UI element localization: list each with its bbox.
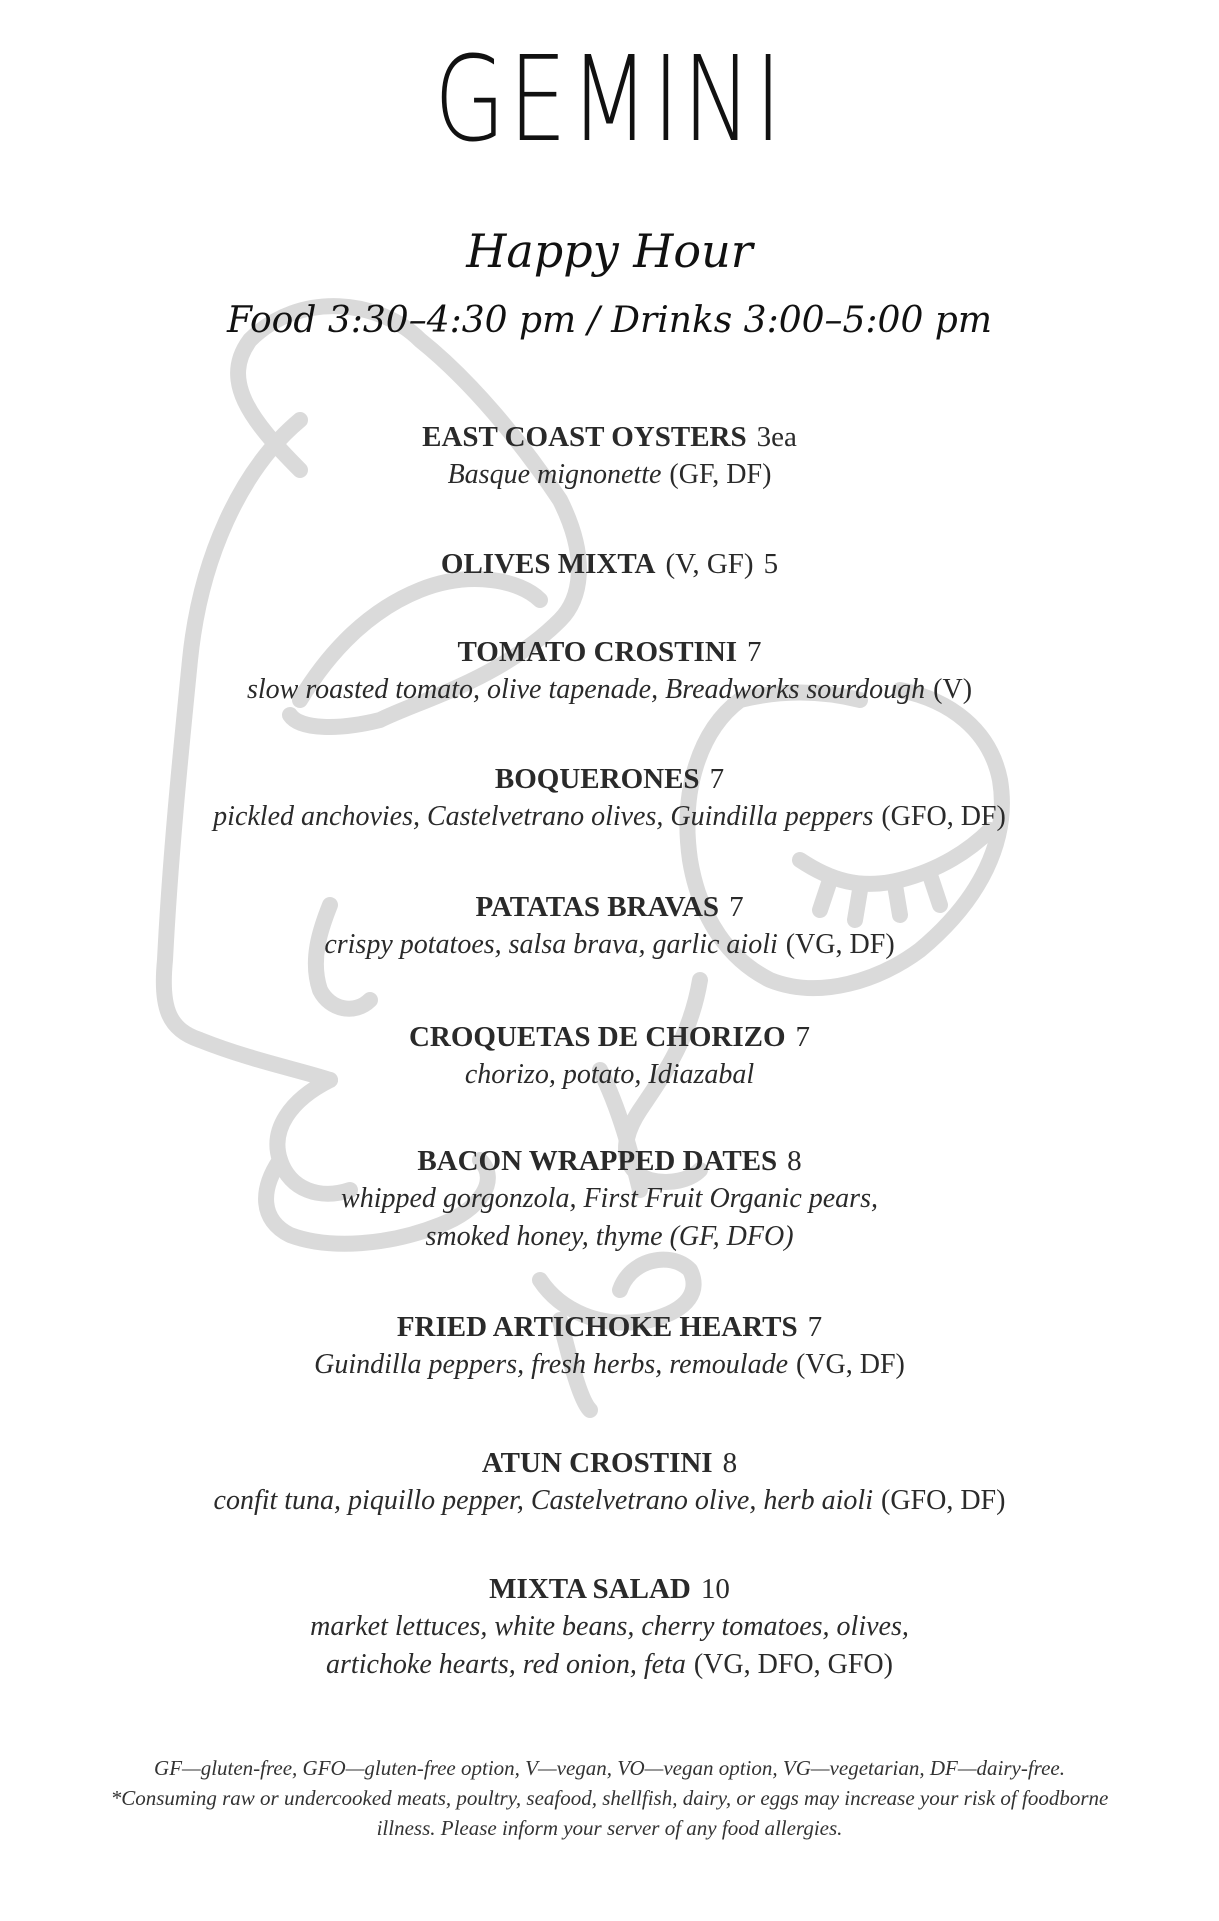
menu-item	[0, 760, 1219, 836]
menu-item-diet-tag: (V, GF)	[665, 548, 754, 580]
menu-item-description-text: artichoke hearts, red onion, feta	[326, 1649, 686, 1680]
menu-item-description-text: slow roasted tomato, olive tapenade, Breadworks sourdough	[246, 674, 926, 705]
menu-item-price: 10	[700, 1573, 730, 1605]
menu-item-name: CROQUETAS DE CHORIZO	[408, 1021, 786, 1053]
menu-item-name: ATUN CROSTINI	[481, 1447, 713, 1479]
happy-hour-title: Happy Hour	[466, 224, 753, 278]
menu-item-dietary-info: (VG, DF)	[785, 929, 895, 960]
menu-item-name: OLIVES MIXTA	[440, 548, 656, 580]
restaurant-logo: GEMINI	[434, 30, 785, 168]
menu-item-price: 8	[722, 1447, 738, 1479]
menu-item	[0, 1018, 1219, 1094]
menu-item-name: MIXTA SALAD	[489, 1573, 691, 1605]
menu-item	[0, 1142, 1219, 1256]
menu-item-name: BOQUERONES	[494, 763, 700, 795]
menu-item-heading	[0, 888, 1219, 926]
menu-item-description-text: whipped gorgonzola, First Fruit Organic pears,	[341, 1183, 878, 1214]
menu-item-dietary-info: (GFO, DF)	[881, 1485, 1006, 1516]
menu-item-heading	[0, 418, 1219, 456]
menu-item-description-text: confit tuna, piquillo pepper, Castelvetrano olive, herb aioli	[213, 1485, 873, 1516]
menu-item-description-text: chorizo, potato, Idiazabal	[464, 1059, 755, 1090]
menu-item-heading	[0, 1018, 1219, 1056]
menu-item-description-text: Guindilla peppers, fresh herbs, remoulade	[314, 1349, 788, 1380]
footer-warning: *Consuming raw or undercooked meats, poultry, seafood, shellfish, dairy, or eggs may increase your risk of foodborne	[110, 1786, 1109, 1810]
menu-item-description	[0, 1608, 1219, 1646]
menu-item-heading	[0, 1308, 1219, 1346]
menu-item-price: 7	[747, 636, 762, 668]
menu-item	[0, 633, 1219, 709]
menu-item-name: FRIED ARTICHOKE HEARTS	[396, 1311, 798, 1343]
menu-item-description-text: pickled anchovies, Castelvetrano olives, Guindilla peppers	[213, 801, 874, 832]
menu-item	[0, 1444, 1219, 1520]
menu-item-heading	[0, 1444, 1219, 1482]
menu-item	[0, 888, 1219, 964]
menu-item-description	[0, 456, 1219, 494]
menu-item-description	[0, 926, 1219, 964]
menu-item-dietary-info: (VG, DF)	[796, 1349, 905, 1380]
menu-item-description-text: market lettuces, white beans, cherry tomatoes, olives,	[310, 1611, 909, 1642]
menu-item-description-text: Basque mignonette	[447, 459, 662, 490]
menu-item-description	[0, 1218, 1219, 1256]
footer-legend: GF—gluten-free, GFO—gluten-free option, V—vegan, VO—vegan option, VG—vegetarian, DF—dairy-free.	[154, 1756, 1065, 1780]
menu-item-description	[0, 1056, 1219, 1094]
menu-item-description-text: smoked honey, thyme (GF, DFO)	[425, 1221, 794, 1252]
menu-item-description	[0, 798, 1219, 836]
menu-item-heading	[0, 633, 1219, 671]
menu-item-price: 5	[763, 548, 779, 580]
menu-item-heading	[0, 1570, 1219, 1608]
menu-item-price: 7	[729, 891, 744, 923]
menu-item-name: BACON WRAPPED DATES	[417, 1145, 778, 1177]
menu-item-heading	[0, 545, 1219, 583]
menu-item-name: TOMATO CROSTINI	[457, 636, 738, 668]
menu-item-dietary-info: (V)	[933, 674, 973, 705]
menu-item-price: 3ea	[756, 421, 797, 453]
menu-item-price: 7	[709, 763, 725, 795]
menu-item-description	[0, 671, 1219, 709]
menu-item-name: PATATAS BRAVAS	[475, 891, 720, 923]
footer-notes	[0, 1753, 1219, 1843]
menu-item-dietary-info: (GFO, DF)	[881, 801, 1006, 832]
menu-item	[0, 1308, 1219, 1384]
menu-item-name: EAST COAST OYSTERS	[422, 421, 747, 453]
menu-item	[0, 545, 1219, 583]
menu-item-description	[0, 1646, 1219, 1684]
menu-item	[0, 418, 1219, 494]
menu-item-description	[0, 1482, 1219, 1520]
menu-item	[0, 1570, 1219, 1684]
menu-item-price: 7	[807, 1311, 823, 1343]
menu-item-heading	[0, 760, 1219, 798]
menu-item-description-text: crispy potatoes, salsa brava, garlic aioli	[324, 929, 778, 960]
menu-item-description	[0, 1180, 1219, 1218]
menu-item-dietary-info: (GF, DF)	[669, 459, 772, 490]
footer-allergy-note: illness. Please inform your server of any food allergies.	[376, 1816, 843, 1840]
happy-hour-times: Food 3:30–4:30 pm / Drinks 3:00–5:00 pm	[227, 300, 992, 341]
menu-item-dietary-info: (VG, DFO, GFO)	[693, 1649, 893, 1680]
menu-item-price: 8	[787, 1145, 802, 1177]
menu-item-description	[0, 1346, 1219, 1384]
menu-item-heading	[0, 1142, 1219, 1180]
menu-item-price: 7	[795, 1021, 811, 1053]
